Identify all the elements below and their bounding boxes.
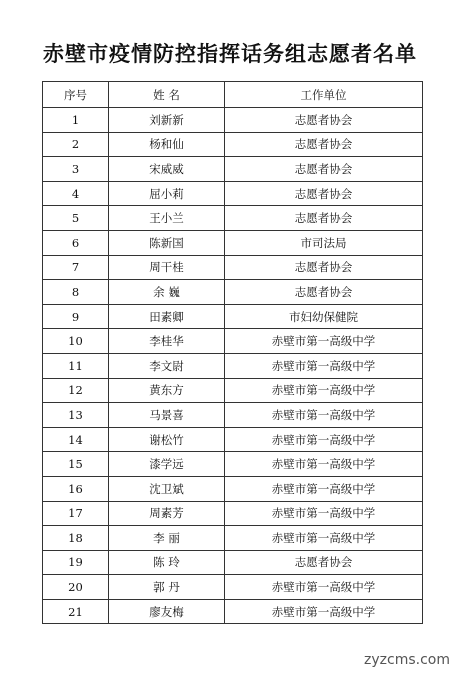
cell-workplace: 志愿者协会 xyxy=(225,280,423,305)
table-row xyxy=(43,550,423,575)
table-row xyxy=(43,181,423,206)
cell-workplace: 赤壁市第一高级中学 xyxy=(225,599,423,624)
cell-workplace: 志愿者协会 xyxy=(225,550,423,575)
header-name: 姓 名 xyxy=(109,82,225,108)
cell-name: 田素卿 xyxy=(109,304,225,329)
cell-name: 刘新新 xyxy=(109,108,225,133)
cell-number: 13 xyxy=(43,403,109,428)
table-row xyxy=(43,329,423,354)
cell-number: 8 xyxy=(43,280,109,305)
cell-number: 11 xyxy=(43,353,109,378)
cell-workplace: 市妇幼保健院 xyxy=(225,304,423,329)
cell-workplace: 赤壁市第一高级中学 xyxy=(225,501,423,526)
cell-number: 16 xyxy=(43,476,109,501)
table-row xyxy=(43,304,423,329)
cell-name: 李 丽 xyxy=(109,526,225,551)
cell-number: 2 xyxy=(43,132,109,157)
cell-workplace: 志愿者协会 xyxy=(225,206,423,231)
table-row xyxy=(43,108,423,133)
cell-name: 谢松竹 xyxy=(109,427,225,452)
table-row xyxy=(43,427,423,452)
table-row xyxy=(43,157,423,182)
cell-name: 周干桂 xyxy=(109,255,225,280)
cell-name: 郭 丹 xyxy=(109,575,225,600)
cell-workplace: 赤壁市第一高级中学 xyxy=(225,476,423,501)
table-row xyxy=(43,280,423,305)
cell-number: 18 xyxy=(43,526,109,551)
cell-number: 19 xyxy=(43,550,109,575)
cell-workplace: 志愿者协会 xyxy=(225,108,423,133)
cell-number: 21 xyxy=(43,599,109,624)
cell-number: 17 xyxy=(43,501,109,526)
header-workplace: 工作单位 xyxy=(225,82,423,108)
cell-name: 王小兰 xyxy=(109,206,225,231)
cell-name: 陈新国 xyxy=(109,230,225,255)
cell-number: 12 xyxy=(43,378,109,403)
cell-name: 宋威威 xyxy=(109,157,225,182)
cell-workplace: 赤壁市第一高级中学 xyxy=(225,378,423,403)
cell-workplace: 市司法局 xyxy=(225,230,423,255)
cell-number: 5 xyxy=(43,206,109,231)
cell-number: 20 xyxy=(43,575,109,600)
cell-workplace: 赤壁市第一高级中学 xyxy=(225,575,423,600)
cell-workplace: 志愿者协会 xyxy=(225,255,423,280)
cell-name: 屈小莉 xyxy=(109,181,225,206)
table-row xyxy=(43,255,423,280)
table-row xyxy=(43,526,423,551)
cell-workplace: 志愿者协会 xyxy=(225,157,423,182)
document-title: 赤壁市疫情防控指挥话务组志愿者名单 xyxy=(43,42,417,66)
table-row xyxy=(43,206,423,231)
cell-workplace: 赤壁市第一高级中学 xyxy=(225,353,423,378)
cell-number: 4 xyxy=(43,181,109,206)
table-row xyxy=(43,403,423,428)
cell-name: 马景喜 xyxy=(109,403,225,428)
cell-name: 李桂华 xyxy=(109,329,225,354)
table-row xyxy=(43,575,423,600)
table-row xyxy=(43,476,423,501)
cell-name: 李文尉 xyxy=(109,353,225,378)
table-row xyxy=(43,230,423,255)
table-row xyxy=(43,378,423,403)
table-row xyxy=(43,452,423,477)
cell-number: 7 xyxy=(43,255,109,280)
cell-name: 周素芳 xyxy=(109,501,225,526)
cell-name: 余 巍 xyxy=(109,280,225,305)
cell-number: 3 xyxy=(43,157,109,182)
cell-name: 杨和仙 xyxy=(109,132,225,157)
cell-number: 6 xyxy=(43,230,109,255)
cell-number: 14 xyxy=(43,427,109,452)
table-row xyxy=(43,132,423,157)
table-row xyxy=(43,501,423,526)
cell-number: 9 xyxy=(43,304,109,329)
table-row xyxy=(43,353,423,378)
cell-workplace: 赤壁市第一高级中学 xyxy=(225,329,423,354)
cell-workplace: 赤壁市第一高级中学 xyxy=(225,526,423,551)
cell-name: 漆学远 xyxy=(109,452,225,477)
table-body xyxy=(43,108,423,624)
cell-workplace: 赤壁市第一高级中学 xyxy=(225,403,423,428)
cell-workplace: 志愿者协会 xyxy=(225,181,423,206)
cell-workplace: 赤壁市第一高级中学 xyxy=(225,452,423,477)
cell-workplace: 志愿者协会 xyxy=(225,132,423,157)
cell-number: 10 xyxy=(43,329,109,354)
cell-workplace: 赤壁市第一高级中学 xyxy=(225,427,423,452)
header-number: 序号 xyxy=(43,82,109,108)
site-watermark: zyzcms.com xyxy=(364,652,450,668)
table-row xyxy=(43,599,423,624)
volunteer-table xyxy=(42,81,423,624)
cell-name: 黄东方 xyxy=(109,378,225,403)
cell-number: 1 xyxy=(43,108,109,133)
cell-number: 15 xyxy=(43,452,109,477)
cell-name: 陈 玲 xyxy=(109,550,225,575)
cell-name: 廖友梅 xyxy=(109,599,225,624)
table-header-row xyxy=(43,82,423,108)
cell-name: 沈卫斌 xyxy=(109,476,225,501)
